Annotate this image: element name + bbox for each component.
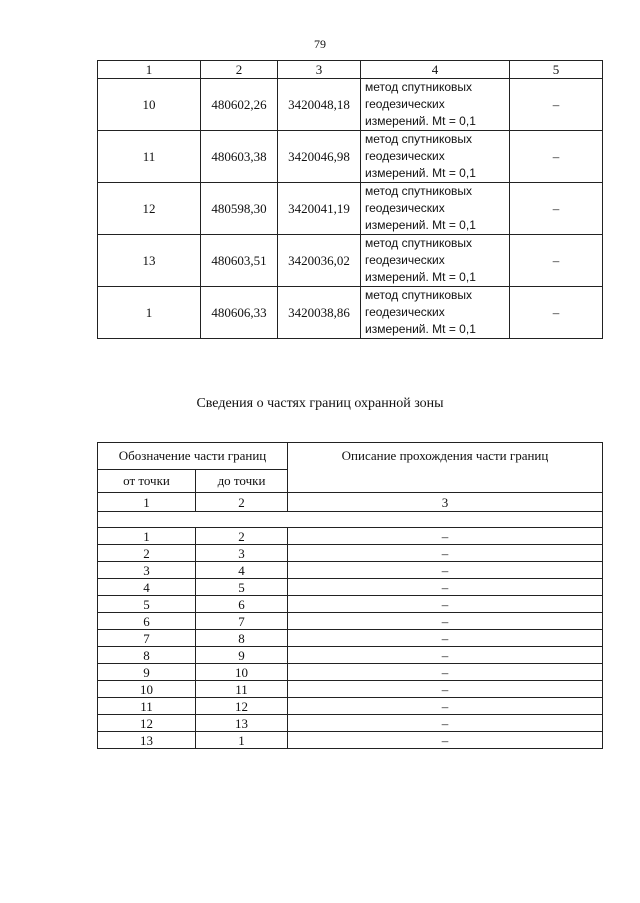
from-point: 7 (98, 630, 196, 647)
to-point: 1 (196, 732, 288, 749)
method-description (361, 131, 510, 183)
to-point: 2 (196, 528, 288, 545)
note-dash: – (510, 131, 603, 183)
note-dash: – (510, 79, 603, 131)
method-line: измерений. Mt = 0,1 (365, 114, 476, 128)
to-point: 8 (196, 630, 288, 647)
note-dash: – (510, 287, 603, 339)
method-line: измерений. Mt = 0,1 (365, 166, 476, 180)
part-description: – (288, 613, 603, 630)
table-row (98, 131, 603, 183)
from-point: 8 (98, 647, 196, 664)
table-row (98, 579, 603, 596)
method-line: геодезических (365, 201, 445, 215)
coordinates-table (97, 60, 603, 339)
point-number: 11 (98, 131, 201, 183)
from-point: 6 (98, 613, 196, 630)
table-row (98, 528, 603, 545)
column-numbers-row (98, 493, 603, 512)
column-number-1: 1 (98, 493, 196, 512)
method-description (361, 79, 510, 131)
coordinate-y: 3420038,86 (278, 287, 361, 339)
coordinate-x: 480602,26 (201, 79, 278, 131)
note-dash: – (510, 235, 603, 287)
to-point: 9 (196, 647, 288, 664)
table-row (98, 596, 603, 613)
method-line: геодезических (365, 149, 445, 163)
to-point: 11 (196, 681, 288, 698)
blank-row (98, 512, 603, 528)
table-row (98, 79, 603, 131)
method-line: метод спутниковых (365, 80, 473, 94)
coordinate-x: 480606,33 (201, 287, 278, 339)
method-line: измерений. Mt = 0,1 (365, 218, 476, 232)
from-point: 5 (98, 596, 196, 613)
part-description: – (288, 562, 603, 579)
table-row (98, 681, 603, 698)
from-point: 13 (98, 732, 196, 749)
to-point: 10 (196, 664, 288, 681)
point-number: 12 (98, 183, 201, 235)
part-description: – (288, 698, 603, 715)
table-row (98, 630, 603, 647)
to-point: 5 (196, 579, 288, 596)
part-designation-header: Обозначение части границ (98, 443, 288, 470)
coordinate-y: 3420036,02 (278, 235, 361, 287)
method-description (361, 235, 510, 287)
table-row (98, 545, 603, 562)
part-description: – (288, 647, 603, 664)
from-point: 3 (98, 562, 196, 579)
method-line: измерений. Mt = 0,1 (365, 322, 476, 336)
table-row (98, 664, 603, 681)
description-header: Описание прохождения части границ (288, 443, 603, 493)
coordinate-y: 3420048,18 (278, 79, 361, 131)
from-point-header: от точки (98, 470, 196, 493)
table-row (98, 287, 603, 339)
method-line: метод спутниковых (365, 184, 473, 198)
coordinate-x: 480603,38 (201, 131, 278, 183)
from-point: 11 (98, 698, 196, 715)
coordinate-y: 3420041,19 (278, 183, 361, 235)
table-row (98, 613, 603, 630)
table-row (98, 183, 603, 235)
part-description: – (288, 630, 603, 647)
part-description: – (288, 545, 603, 562)
blank-cell (98, 512, 603, 528)
table-row (98, 698, 603, 715)
part-description: – (288, 715, 603, 732)
to-point: 13 (196, 715, 288, 732)
to-point-header: до точки (196, 470, 288, 493)
column-number-3: 3 (278, 61, 361, 79)
coordinates-header-row (98, 61, 603, 79)
point-number: 13 (98, 235, 201, 287)
table-row (98, 235, 603, 287)
method-line: метод спутниковых (365, 236, 473, 250)
from-point: 12 (98, 715, 196, 732)
method-line: геодезических (365, 305, 445, 319)
point-number: 1 (98, 287, 201, 339)
from-point: 1 (98, 528, 196, 545)
column-number-2: 2 (201, 61, 278, 79)
from-point: 2 (98, 545, 196, 562)
column-number-5: 5 (510, 61, 603, 79)
to-point: 3 (196, 545, 288, 562)
column-number-2: 2 (196, 493, 288, 512)
part-description: – (288, 579, 603, 596)
table-row (98, 562, 603, 579)
method-description (361, 183, 510, 235)
part-description: – (288, 528, 603, 545)
column-number-1: 1 (98, 61, 201, 79)
part-description: – (288, 596, 603, 613)
from-point: 10 (98, 681, 196, 698)
from-point: 9 (98, 664, 196, 681)
to-point: 4 (196, 562, 288, 579)
to-point: 7 (196, 613, 288, 630)
page-number: 79 (314, 37, 326, 51)
to-point: 12 (196, 698, 288, 715)
method-line: геодезических (365, 253, 445, 267)
point-number: 10 (98, 79, 201, 131)
table-row (98, 647, 603, 664)
method-line: метод спутниковых (365, 288, 473, 302)
method-line: геодезических (365, 97, 445, 111)
coordinate-x: 480603,51 (201, 235, 278, 287)
column-number-3: 3 (288, 493, 603, 512)
from-point: 4 (98, 579, 196, 596)
method-line: измерений. Mt = 0,1 (365, 270, 476, 284)
table-row (98, 732, 603, 749)
coordinate-y: 3420046,98 (278, 131, 361, 183)
column-number-4: 4 (361, 61, 510, 79)
section-title: Сведения о частях границ охранной зоны (196, 396, 444, 411)
coordinate-x: 480598,30 (201, 183, 278, 235)
method-line: метод спутниковых (365, 132, 473, 146)
method-description (361, 287, 510, 339)
parts-header-row (98, 443, 603, 470)
part-description: – (288, 681, 603, 698)
table-row (98, 715, 603, 732)
note-dash: – (510, 183, 603, 235)
to-point: 6 (196, 596, 288, 613)
boundary-parts-table (97, 442, 603, 749)
part-description: – (288, 664, 603, 681)
part-description: – (288, 732, 603, 749)
